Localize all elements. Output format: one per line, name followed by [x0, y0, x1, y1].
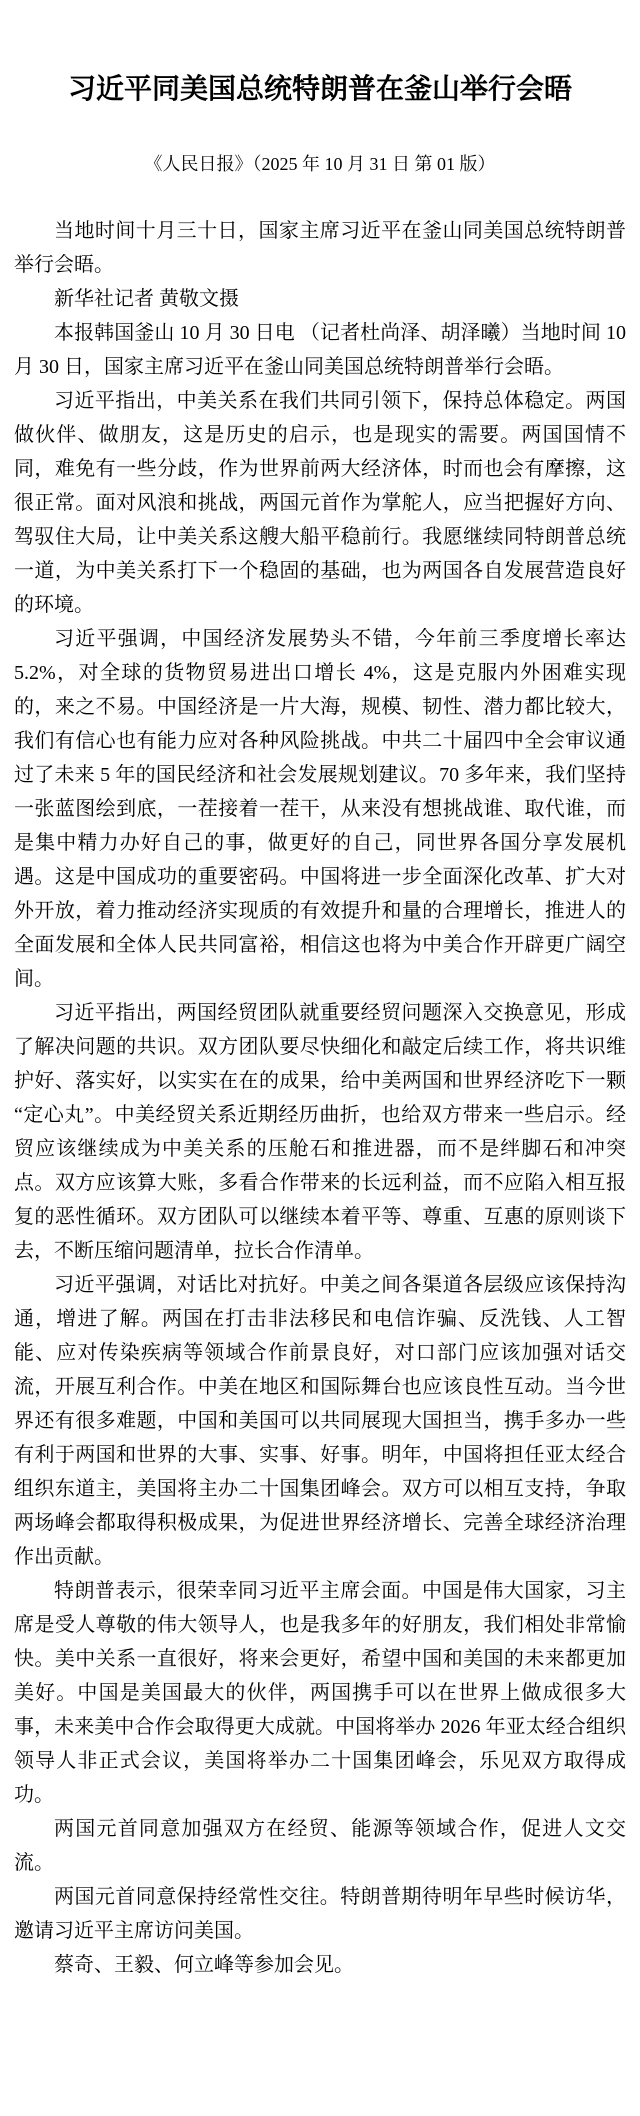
- paragraph-dateline: 本报韩国釜山 10 月 30 日电 （记者杜尚泽、胡泽曦）当地时间 10 月 30 日，国家主席习近平在釜山同美国总统特朗普举行会晤。: [14, 322, 626, 379]
- article-body: [14, 214, 626, 1982]
- paragraph: 特朗普表示，很荣幸同习近平主席会面。中国是伟大国家，习主席是受人尊敬的伟大领导人，也是我多年的好朋友，我们相处非常愉快。美中关系一直很好，将来会更好，希望中国和美国的未来都更加美好。中国是美国最大的伙伴，两国携手可以在世界上做成很多大事，未来美中合作会取得更大成就。中国将举办 2026 年亚太经合组织领导人非正式会议，美国将举办二十国集团峰会，乐见双方取得成功。: [14, 1580, 626, 1807]
- paragraph: 习近平强调，中国经济发展势头不错，今年前三季度增长率达 5.2%，对全球的货物贸易进出口增长 4%，这是克服内外困难实现的，来之不易。中国经济是一片大海，规模、韧性、潜力都比较大，我们有信心也有能力应对各种风险挑战。中共二十届四中全会审议通过了未来 5 年的国民经济和社会发展规划建议。70 多年来，我们坚持一张蓝图绘到底，一茬接着一茬干，从来没有想挑战谁、取代谁，而是集中精力办好自己的事，做更好的自己，同世界各国分享发展机遇。这是中国成功的重要密码。中国将进一步全面深化改革、扩大对外开放，着力推动经济实现质的有效提升和量的合理增长，推进人的全面发展和全体人民共同富裕，相信这也将为中美合作开辟更广阔空间。: [14, 628, 626, 991]
- paragraph-lead: 当地时间十月三十日，国家主席习近平在釜山同美国总统特朗普举行会晤。: [14, 220, 626, 277]
- paragraph: 习近平指出，中美关系在我们共同引领下，保持总体稳定。两国做伙伴、做朋友，这是历史的启示，也是现实的需要。两国国情不同，难免有一些分歧，作为世界前两大经济体，时而也会有摩擦，这很正常。面对风浪和挑战，两国元首作为掌舵人，应当把握好方向、驾驭住大局，让中美关系这艘大船平稳前行。我愿继续同特朗普总统一道，为中美关系打下一个稳固的基础，也为两国各自发展营造良好的环境。: [14, 390, 626, 617]
- publication-info: 《人民日报》（2025 年 10 月 31 日 第 01 版）: [144, 154, 496, 175]
- paragraph: 习近平强调，对话比对抗好。中美之间各渠道各层级应该保持沟通，增进了解。两国在打击非法移民和电信诈骗、反洗钱、人工智能、应对传染疾病等领域合作前景良好，对口部门应该加强对话交流，开展互利合作。中美在地区和国际舞台也应该良性互动。当今世界还有很多难题，中国和美国可以共同展现大国担当，携手多办一些有利于两国和世界的大事、实事、好事。明年，中国将担任亚太经合组织东道主，美国将主办二十国集团峰会。双方可以相互支持，争取两场峰会都取得积极成果，为促进世界经济增长、完善全球经济治理作出贡献。: [14, 1274, 626, 1569]
- paragraph: 习近平指出，两国经贸团队就重要经贸问题深入交换意见，形成了解决问题的共识。双方团队要尽快细化和敲定后续工作，将共识维护好、落实好，以实实在在的成果，给中美两国和世界经济吃下一颗“定心丸”。中美经贸关系近期经历曲折，也给双方带来一些启示。经贸应该继续成为中美关系的压舱石和推进器，而不是绊脚石和冲突点。双方应该算大账，多看合作带来的长远利益，而不应陷入相互报复的恶性循环。双方团队可以继续本着平等、尊重、互惠的原则谈下去，不断压缩问题清单，拉长合作清单。: [14, 1002, 626, 1263]
- paragraph-attendees: 蔡奇、王毅、何立峰等参加会见。: [54, 1954, 354, 1977]
- paragraph: 两国元首同意加强双方在经贸、能源等领域合作，促进人文交流。: [14, 1818, 626, 1875]
- paragraph: 两国元首同意保持经常性交往。特朗普期待明年早些时候访华，邀请习近平主席访问美国。: [14, 1886, 626, 1943]
- article-title: 习近平同美国总统特朗普在釜山举行会晤: [67, 74, 572, 105]
- paragraph-photo-credit: 新华社记者 黄敬文摄: [54, 288, 239, 311]
